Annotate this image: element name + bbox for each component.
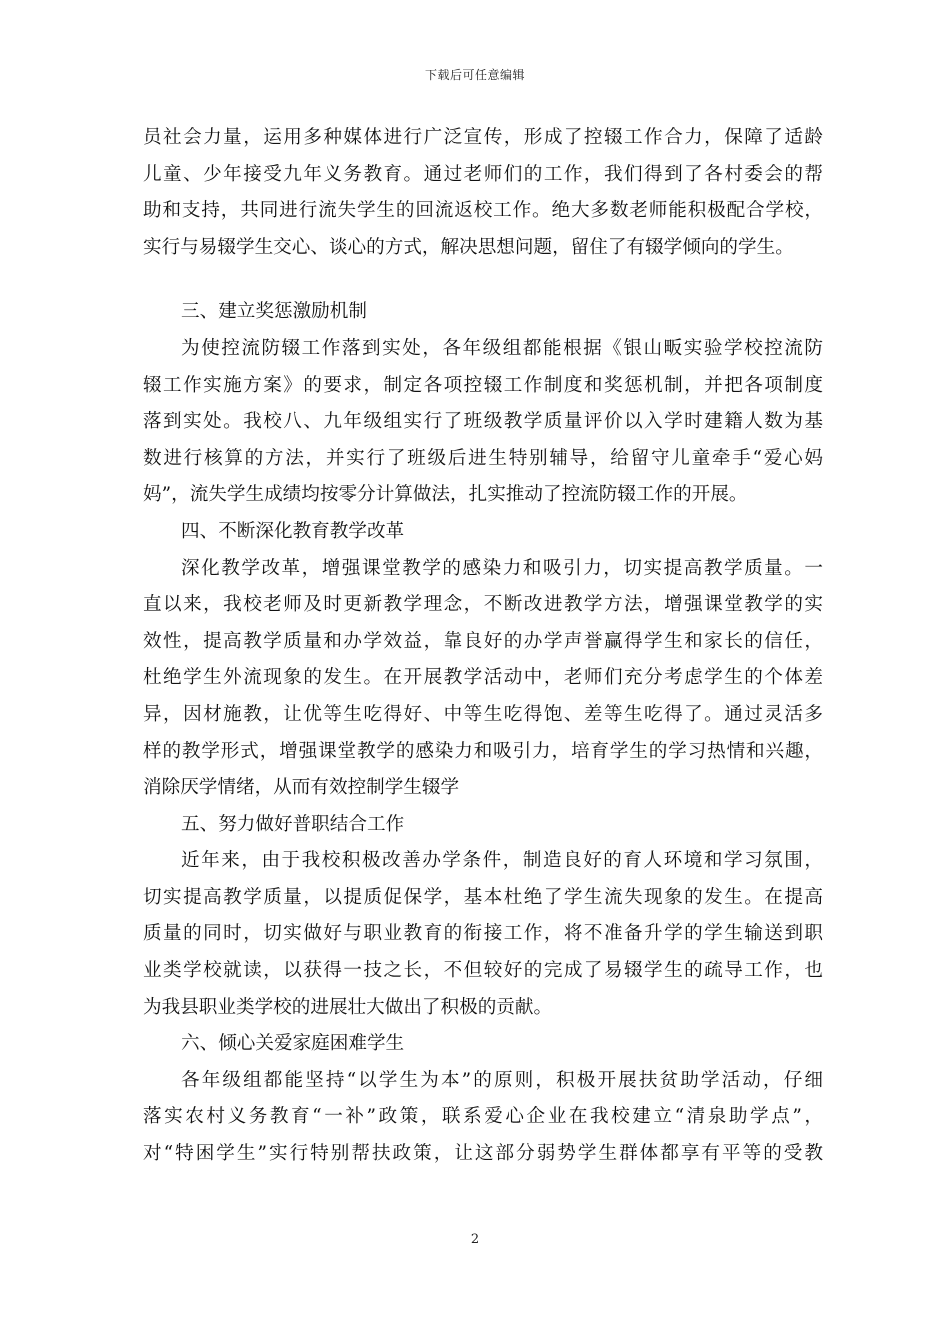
page-header: 下载后可任意编辑 (424, 68, 525, 82)
text-line: 助和支持，共同进行流失学生的回流返校工作。绝大多数老师能积极配合学校， (143, 200, 823, 222)
text-line: 异，因材施教，让优等生吃得好、中等生吃得饱、差等生吃得了。通过灵活多 (143, 703, 823, 725)
text-line: 消除厌学情绪，从而有效控制学生辍学 (143, 777, 460, 799)
text-line: 落实农村义务教育“一补”政策，联系爱心企业在我校建立“清泉助学点”， (143, 1106, 823, 1128)
page-number: 2 (470, 1232, 480, 1247)
section-heading: 六、倾心关爱家庭困难学生 (181, 1033, 405, 1055)
paragraph-gap (143, 266, 823, 294)
text-line: 直以来，我校老师及时更新教学理念，不断改进教学方法，增强课堂教学的实 (143, 594, 823, 616)
text-line: 效性，提高教学质量和办学效益，靠良好的办学声誉赢得学生和家长的信任， (143, 630, 823, 652)
text-line: 落到实处。我校八、九年级组实行了班级教学质量评价以入学时建籍人数为基 (143, 411, 823, 433)
text-line: 业类学校就读，以获得一技之长，不但较好的完成了易辍学生的疏导工作，也 (143, 960, 823, 982)
text-line: 对“特困学生”实行特别帮扶政策，让这部分弱势学生群体都享有平等的受教 (143, 1143, 823, 1165)
text-line: 各年级组都能坚持“以学生为本”的原则，积极开展扶贫助学活动，仔细 (181, 1069, 823, 1091)
section-heading: 四、不断深化教育教学改革 (181, 520, 405, 542)
document-body (143, 120, 823, 1173)
text-line: 样的教学形式，增强课堂教学的感染力和吸引力，培育学生的学习热情和兴趣， (143, 740, 823, 762)
text-line: 实行与易辍学生交心、谈心的方式，解决思想问题，留住了有辍学倾向的学生。 (143, 236, 794, 258)
text-line: 质量的同时，切实做好与职业教育的衔接工作，将不准备升学的学生输送到职 (143, 923, 823, 945)
text-line: 数进行核算的方法，并实行了班级后进生特别辅导，给留守儿童牵手“爱心妈 (143, 447, 823, 469)
text-line: 深化教学改革，增强课堂教学的感染力和吸引力，切实提高教学质量。一 (181, 557, 823, 579)
text-line: 近年来，由于我校积极改善办学条件，制造良好的育人环境和学习氛围， (181, 850, 823, 872)
text-line: 为我县职业类学校的进展壮大做出了积极的贡献。 (143, 996, 553, 1018)
text-line: 辍工作实施方案》的要求，制定各项控辍工作制度和奖惩机制，并把各项制度 (143, 374, 823, 396)
section-heading: 三、建立奖惩激励机制 (181, 301, 367, 323)
text-line: 儿童、少年接受九年义务教育。通过老师们的工作，我们得到了各村委会的帮 (143, 163, 823, 185)
text-line: 妈”，流失学生成绩均按零分计算做法，扎实推动了控流防辍工作的开展。 (143, 484, 748, 506)
text-line: 切实提高教学质量，以提质促保学，基本杜绝了学生流失现象的发生。在提高 (143, 886, 823, 908)
section-heading: 五、努力做好普职结合工作 (181, 813, 405, 835)
text-line: 杜绝学生外流现象的发生。在开展教学活动中，老师们充分考虑学生的个体差 (143, 667, 823, 689)
text-line: 为使控流防辍工作落到实处，各年级组都能根据《银山畈实验学校控流防 (181, 337, 823, 359)
text-line: 员社会力量，运用多种媒体进行广泛宣传，形成了控辍工作合力，保障了适龄 (143, 127, 823, 148)
